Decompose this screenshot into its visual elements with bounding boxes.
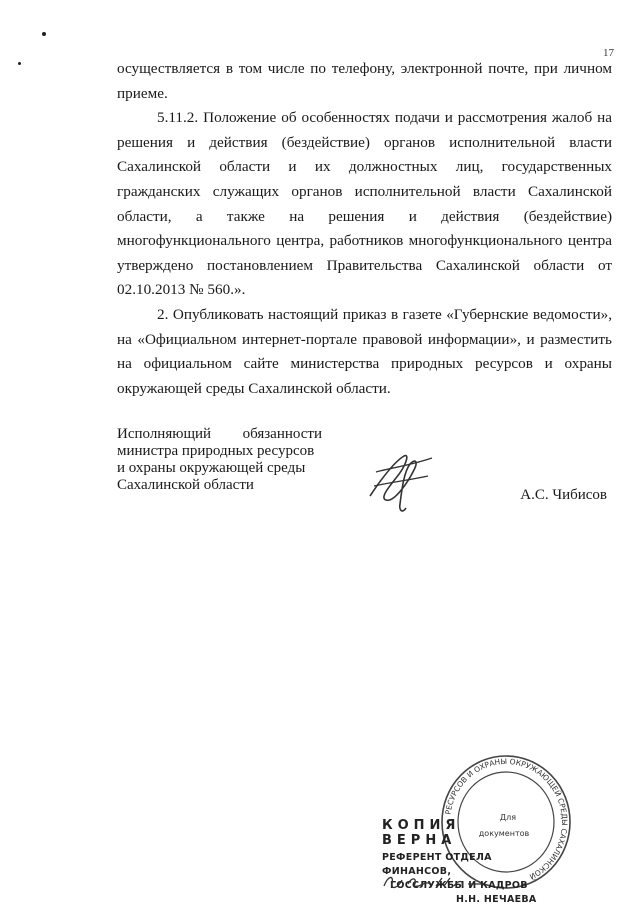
seal-inner-text: Для: [499, 813, 517, 822]
stamp-name: Н.Н. НЕЧАЕВА: [456, 894, 537, 905]
scan-speck: [42, 32, 46, 36]
signatory-title-line: и охраны окружающей среды: [117, 460, 306, 476]
paragraph-5-11-2: 5.11.2. Положение об особенностях подачи и рассмотрения жалоб на решения и действия (бездействие) органов исполнительной власти Сахалинской области и их должностных лиц, государственных гражданских служащих органов исполнительной власти Сахалинской области, а также на решения и действия (бездействие) многофункционального центра, работников многофункционального центра утверждено постановлением Правительства Сахалинской области от 02.10.2013 № 560.».: [117, 109, 612, 299]
stamp-department: ГОССЛУЖБЫ И КАДРОВ: [390, 880, 528, 891]
handwritten-date: [380, 870, 510, 894]
handwritten-signature: [362, 448, 442, 518]
signatory-name: А.С. Чибисов: [520, 487, 607, 503]
page-number: 17: [603, 47, 614, 59]
signatory-title-line: Сахалинской области: [117, 477, 254, 493]
signatory-title: [117, 426, 322, 494]
signatory-title-line: Исполняющий обязанности: [117, 426, 322, 442]
signatory-title-line: министра природных ресурсов: [117, 443, 315, 459]
paragraph-2: 2. Опубликовать настоящий приказ в газете «Губернские ведомости», на «Официальном интернет-портале правовой информации», и разместить на официальном сайте министерства природных ресурсов и охраны окружающей среды Сахалинской области.: [117, 305, 612, 397]
paragraph-continuation: осуществляется в том числе по телефону, электронной почте, при личном приеме.: [117, 60, 612, 102]
document-body: [117, 57, 612, 401]
scan-speck: [18, 62, 21, 65]
seal-ring-text: РЕСУРСОВ И ОХРАНЫ ОКРУЖАЮЩЕЙ СРЕДЫ САХАЛИНСКОЙ: [443, 756, 570, 882]
seal-inner-text: документов: [478, 829, 530, 838]
copy-label: КОПИЯ ВЕРНА: [382, 818, 461, 848]
stamp-position: РЕФЕРЕНТ ОТДЕЛА ФИНАНСОВ,: [382, 852, 492, 877]
